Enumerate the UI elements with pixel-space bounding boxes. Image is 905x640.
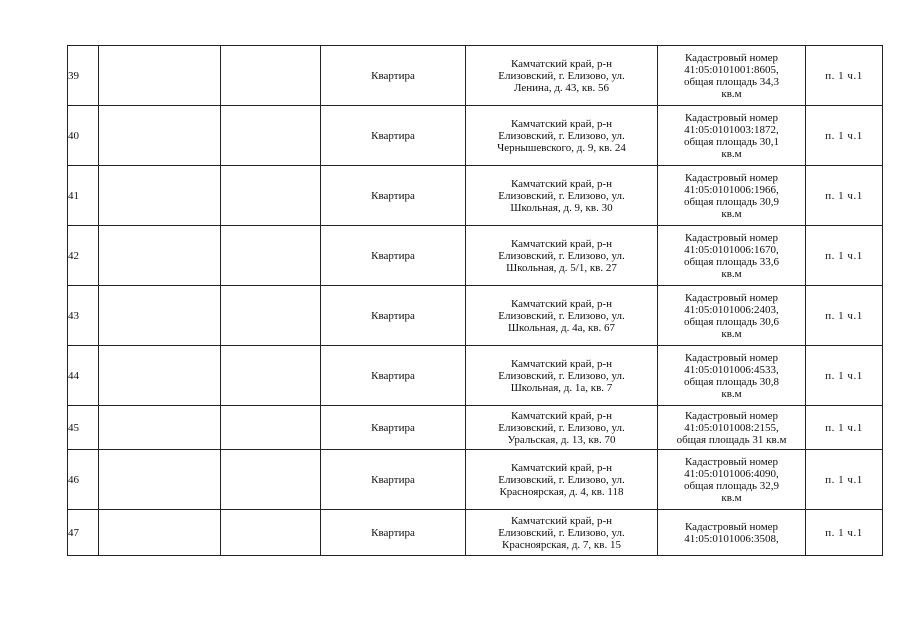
cadastral-description-cell (658, 510, 806, 556)
cadastral-description-cell (658, 406, 806, 450)
property-type-cell: Квартира (321, 450, 466, 510)
address-line: Камчатский край, р-н (510, 514, 613, 527)
empty-cell (221, 510, 321, 556)
address-line: Школьная, д. 5/1, кв. 27 (506, 261, 617, 274)
legal-basis-cell: п. 1 ч.1 (806, 106, 883, 166)
legal-basis-cell: п. 1 ч.1 (806, 226, 883, 286)
empty-cell (99, 406, 221, 450)
description-line: кв.м (721, 87, 742, 100)
legal-basis-cell: п. 1 ч.1 (806, 166, 883, 226)
description-line: 41:05:0101008:2155, (684, 421, 779, 434)
description-line: Кадастровый номер (684, 51, 779, 64)
property-type-cell: Квартира (321, 510, 466, 556)
address-cell (466, 286, 658, 346)
address-line: Елизовский, г. Елизово, ул. (498, 369, 625, 382)
description-line: Кадастровый номер (684, 409, 779, 422)
address-line: Елизовский, г. Елизово, ул. (498, 421, 625, 434)
address-line: Школьная, д. 4а, кв. 67 (507, 321, 616, 334)
property-type-cell: Квартира (321, 226, 466, 286)
legal-basis-cell: п. 1 ч.1 (806, 510, 883, 556)
address-line: Камчатский край, р-н (510, 57, 613, 70)
row-number-cell: 47 (68, 510, 99, 556)
address-line: Камчатский край, р-н (510, 409, 613, 422)
description-line: 41:05:0101006:2403, (684, 303, 779, 316)
table-row (68, 406, 883, 450)
empty-cell (221, 226, 321, 286)
property-type-cell: Квартира (321, 406, 466, 450)
description-line: 41:05:0101006:4533, (684, 363, 779, 376)
description-line: Кадастровый номер (684, 351, 779, 364)
description-line: Кадастровый номер (684, 455, 779, 468)
address-line: Елизовский, г. Елизово, ул. (498, 473, 625, 486)
description-line: 41:05:0101006:1670, (684, 243, 779, 256)
description-line: общая площадь 30,6 (683, 315, 780, 328)
row-number-cell: 39 (68, 46, 99, 106)
address-line: Красноярская, д. 7, кв. 15 (502, 538, 621, 551)
row-number-cell: 40 (68, 106, 99, 166)
address-line: Камчатский край, р-н (510, 461, 613, 474)
address-line: Школьная, д. 1а, кв. 7 (510, 381, 613, 394)
legal-basis-cell: п. 1 ч.1 (806, 286, 883, 346)
address-cell (466, 166, 658, 226)
description-line: общая площадь 30,8 (683, 375, 780, 388)
description-line: кв.м (721, 147, 742, 160)
address-line: Елизовский, г. Елизово, ул. (498, 309, 625, 322)
description-line: Кадастровый номер (684, 520, 779, 533)
row-number-cell: 45 (68, 406, 99, 450)
property-type-cell: Квартира (321, 346, 466, 406)
cadastral-description-cell (658, 286, 806, 346)
description-line: общая площадь 30,9 (683, 195, 780, 208)
legal-basis-cell: п. 1 ч.1 (806, 406, 883, 450)
description-line: кв.м (721, 387, 742, 400)
address-cell (466, 406, 658, 450)
table-row (68, 450, 883, 510)
address-line: Камчатский край, р-н (510, 237, 613, 250)
cadastral-description-cell (658, 166, 806, 226)
address-line: Школьная, д. 9, кв. 30 (510, 201, 613, 214)
empty-cell (221, 450, 321, 510)
table-row (68, 346, 883, 406)
empty-cell (221, 346, 321, 406)
description-line: общая площадь 34,3 (683, 75, 780, 88)
address-cell (466, 450, 658, 510)
description-line: общая площадь 33,6 (683, 255, 780, 268)
address-cell (466, 510, 658, 556)
property-table-body (68, 46, 883, 556)
description-line: общая площадь 30,1 (683, 135, 780, 148)
address-line: Уральская, д. 13, кв. 70 (507, 433, 616, 446)
address-line: Чернышевского, д. 9, кв. 24 (497, 141, 626, 154)
property-table (67, 45, 883, 556)
address-line: Елизовский, г. Елизово, ул. (498, 526, 625, 539)
description-line: 41:05:0101003:1872, (684, 123, 779, 136)
address-line: Красноярская, д. 4, кв. 118 (499, 485, 624, 498)
empty-cell (99, 226, 221, 286)
legal-basis-cell: п. 1 ч.1 (806, 450, 883, 510)
description-line: общая площадь 31 кв.м (676, 433, 787, 446)
empty-cell (99, 510, 221, 556)
address-line: Камчатский край, р-н (510, 297, 613, 310)
address-cell (466, 106, 658, 166)
empty-cell (99, 46, 221, 106)
table-row (68, 106, 883, 166)
empty-cell (99, 106, 221, 166)
row-number-cell: 43 (68, 286, 99, 346)
description-line: кв.м (721, 327, 742, 340)
description-line: Кадастровый номер (684, 171, 779, 184)
empty-cell (221, 286, 321, 346)
legal-basis-cell: п. 1 ч.1 (806, 346, 883, 406)
property-type-cell: Квартира (321, 166, 466, 226)
empty-cell (99, 286, 221, 346)
row-number-cell: 42 (68, 226, 99, 286)
cadastral-description-cell (658, 346, 806, 406)
row-number-cell: 46 (68, 450, 99, 510)
property-type-cell: Квартира (321, 46, 466, 106)
table-row (68, 46, 883, 106)
empty-cell (99, 450, 221, 510)
address-line: Елизовский, г. Елизово, ул. (498, 189, 625, 202)
description-line: 41:05:0101001:8605, (684, 63, 779, 76)
empty-cell (221, 166, 321, 226)
empty-cell (99, 166, 221, 226)
cadastral-description-cell (658, 450, 806, 510)
address-line: Камчатский край, р-н (510, 357, 613, 370)
table-row (68, 510, 883, 556)
description-line: 41:05:0101006:3508, (684, 532, 779, 545)
description-line: кв.м (721, 207, 742, 220)
table-row (68, 226, 883, 286)
empty-cell (221, 406, 321, 450)
address-line: Ленина, д. 43, кв. 56 (514, 81, 609, 94)
empty-cell (221, 46, 321, 106)
description-line: 41:05:0101006:1966, (684, 183, 779, 196)
cadastral-description-cell (658, 226, 806, 286)
address-line: Елизовский, г. Елизово, ул. (498, 69, 625, 82)
row-number-cell: 41 (68, 166, 99, 226)
address-line: Камчатский край, р-н (510, 117, 613, 130)
cadastral-description-cell (658, 46, 806, 106)
address-cell (466, 46, 658, 106)
description-line: кв.м (721, 267, 742, 280)
property-type-cell: Квартира (321, 286, 466, 346)
empty-cell (99, 346, 221, 406)
table-row (68, 166, 883, 226)
table-row (68, 286, 883, 346)
address-cell (466, 226, 658, 286)
description-line: кв.м (721, 491, 742, 504)
description-line: Кадастровый номер (684, 291, 779, 304)
address-line: Елизовский, г. Елизово, ул. (498, 129, 625, 142)
address-line: Елизовский, г. Елизово, ул. (498, 249, 625, 262)
property-type-cell: Квартира (321, 106, 466, 166)
row-number-cell: 44 (68, 346, 99, 406)
cadastral-description-cell (658, 106, 806, 166)
description-line: Кадастровый номер (684, 111, 779, 124)
address-cell (466, 346, 658, 406)
address-line: Камчатский край, р-н (510, 177, 613, 190)
empty-cell (221, 106, 321, 166)
legal-basis-cell: п. 1 ч.1 (806, 46, 883, 106)
description-line: 41:05:0101006:4090, (684, 467, 779, 480)
description-line: Кадастровый номер (684, 231, 779, 244)
description-line: общая площадь 32,9 (683, 479, 780, 492)
